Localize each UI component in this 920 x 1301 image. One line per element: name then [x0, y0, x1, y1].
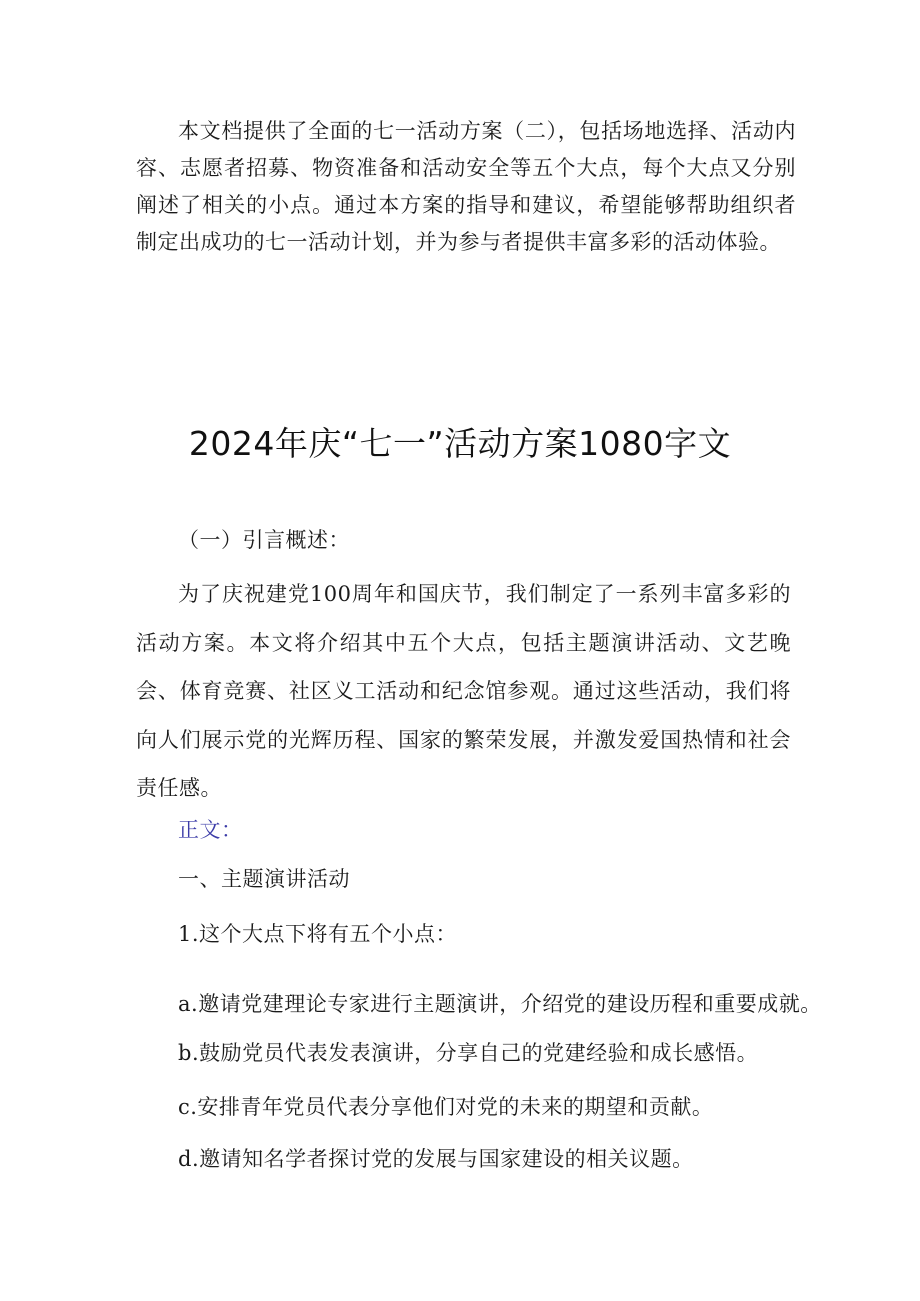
list-item: c.安排青年党员代表分享他们对党的未来的期望和贡献。: [178, 1095, 714, 1119]
document-title: 2024年庆“七一”活动方案1080字文: [188, 424, 732, 463]
intro-paragraph: 为了庆祝建党100周年和国庆节，我们制定了一系列丰富多彩的活动方案。本文将介绍其中五个大点，包括主题演讲活动、文艺晚会、体育竞赛、社区义工活动和纪念馆参观。通过这些活动，我们将向人们展示党的光辉历程、国家的繁荣发展，并激发爱国热情和社会责任感。: [136, 582, 791, 800]
list-item: d.邀请知名学者探讨党的发展与国家建设的相关议题。: [178, 1147, 694, 1171]
section-heading: 一、主题演讲活动: [178, 867, 350, 891]
main-text-label: 正文：: [178, 818, 243, 842]
list-item: b.鼓励党员代表发表演讲，分享自己的党建经验和成长感悟。: [178, 1041, 759, 1065]
list-item: a.邀请党建理论专家进行主题演讲，介绍党的建设历程和重要成就。: [178, 992, 822, 1016]
intro-heading: （一）引言概述：: [178, 528, 350, 552]
summary-paragraph: 本文档提供了全面的七一活动方案（二），包括场地选择、活动内容、志愿者招募、物资准备和活动安全等五个大点，每个大点又分别阐述了相关的小点。通过本方案的指导和建议，希望能够帮助组织者制定出成功的七一活动计划，并为参与者提供丰富多彩的活动体验。: [136, 119, 796, 254]
point-heading: 1.这个大点下将有五个小点：: [178, 922, 458, 946]
